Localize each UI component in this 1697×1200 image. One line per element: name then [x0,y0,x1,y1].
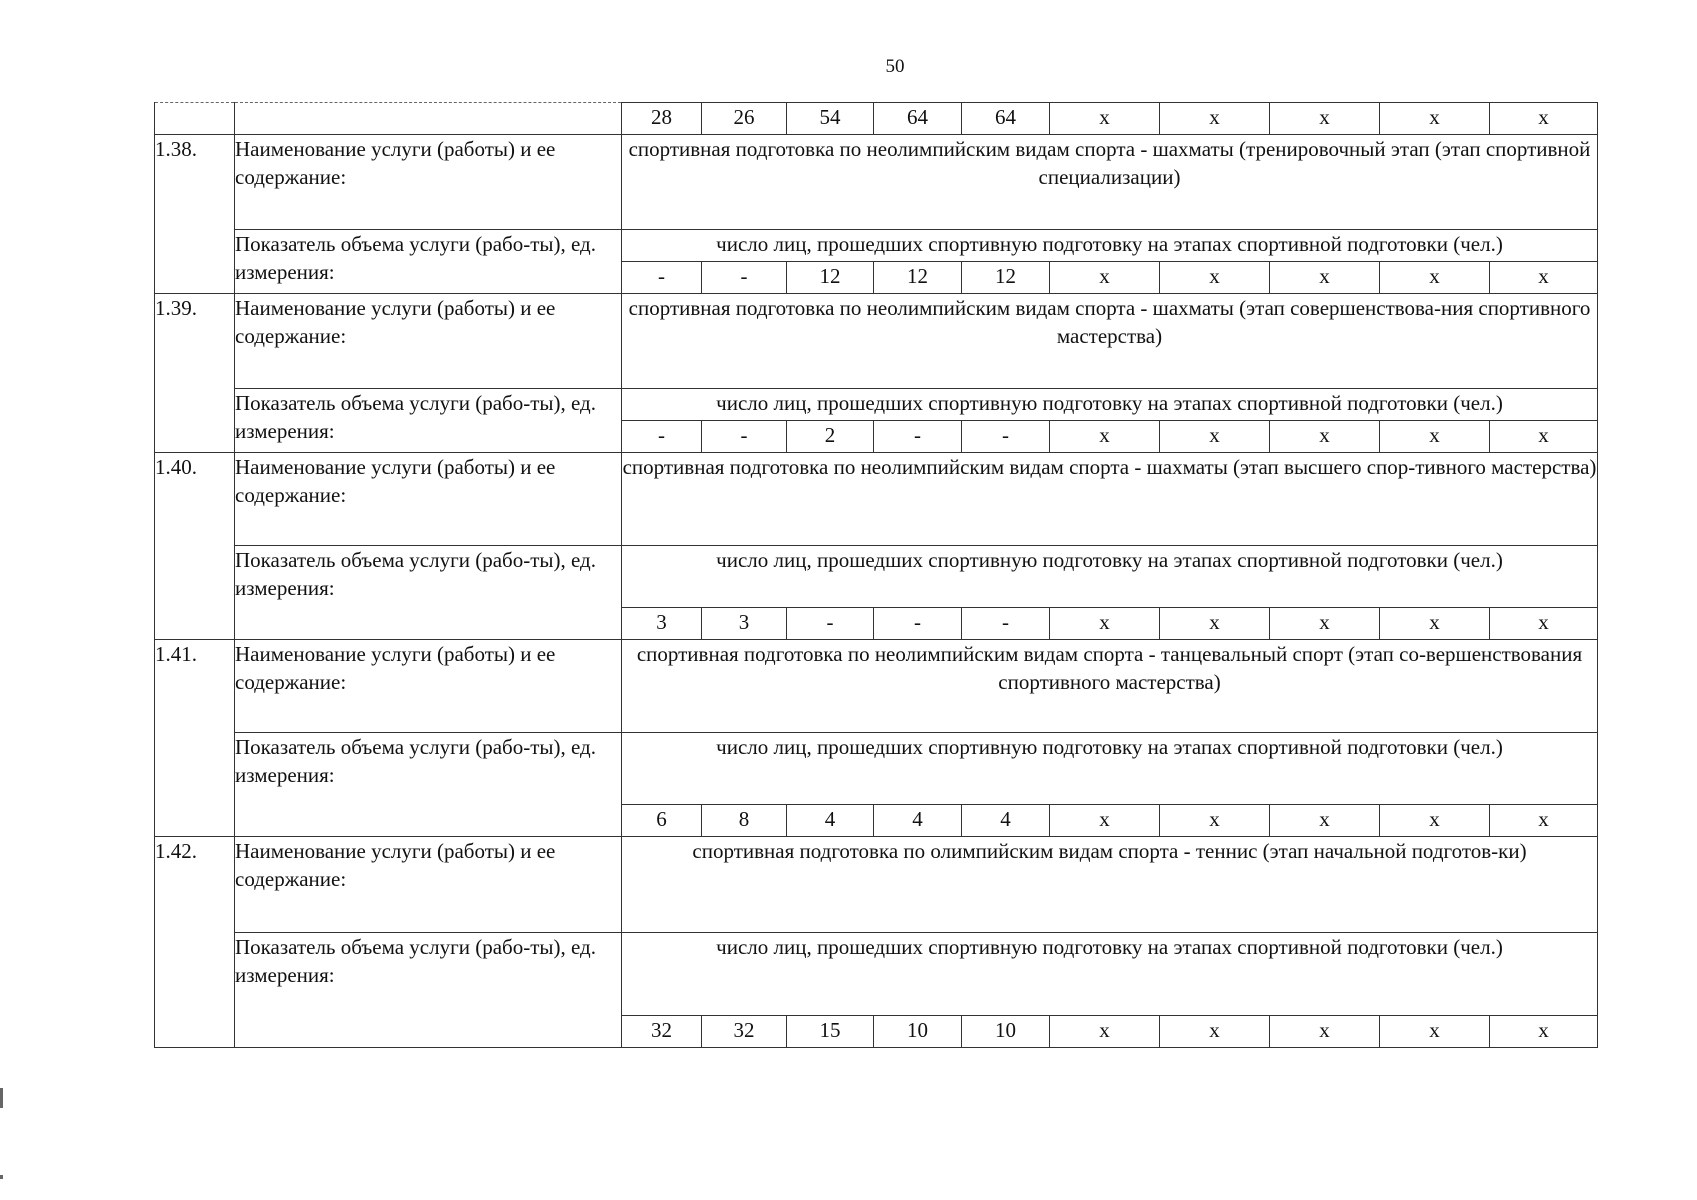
value-cell: x [1160,262,1270,294]
service-name-value: спортивная подготовка по неолимпийским видам спорта - шахматы (этап высшего спор-тивного мастерства) [622,453,1598,546]
value-cell: x [1050,103,1160,135]
value-cell: x [1050,805,1160,837]
value-cell: x [1160,421,1270,453]
service-name-value: спортивная подготовка по неолимпийским видам спорта - шахматы (этап совершенствова-ния спортивного мастерства) [622,294,1598,389]
indicator-label: Показатель объема услуги (рабо-ты), ед. измерения: [235,389,622,453]
table-body [155,103,1598,1048]
entry-name-row [155,135,1598,230]
value-cell: x [1050,1016,1160,1048]
value-cell: x [1490,608,1598,640]
value-cell: 64 [962,103,1050,135]
service-name-value: спортивная подготовка по неолимпийским видам спорта - танцевальный спорт (этап со-вершенствования спортивного мастерства) [622,640,1598,733]
page-number: 50 [885,56,905,77]
entry-name-row [155,837,1598,933]
value-cell: x [1490,421,1598,453]
value-cell: x [1270,421,1380,453]
value-cell: 28 [622,103,702,135]
indicator-value: число лиц, прошедших спортивную подготовку на этапах спортивной подготовки (чел.) [622,230,1598,262]
value-cell: - [622,421,702,453]
value-cell: - [962,608,1050,640]
value-cell: 4 [787,805,874,837]
value-cell: x [1160,103,1270,135]
value-cell: x [1270,1016,1380,1048]
services-table [154,102,1598,1048]
value-cell: - [962,421,1050,453]
service-name-label: Наименование услуги (работы) и ее содержание: [235,294,622,389]
indicator-value: число лиц, прошедших спортивную подготовку на этапах спортивной подготовки (чел.) [622,389,1598,421]
value-cell: x [1270,262,1380,294]
value-cell: x [1050,262,1160,294]
value-cell: x [1050,421,1160,453]
value-cell: 8 [702,805,787,837]
value-cell: x [1270,608,1380,640]
value-cell: 32 [702,1016,787,1048]
entry-name-row [155,453,1598,546]
value-cell: x [1380,262,1490,294]
value-cell: - [874,421,962,453]
value-cell: x [1160,1016,1270,1048]
value-cell: x [1160,608,1270,640]
service-name-label: Наименование услуги (работы) и ее содержание: [235,453,622,546]
value-cell: 10 [962,1016,1050,1048]
value-cell: 12 [874,262,962,294]
entry-indicator-row [155,546,1598,608]
value-cell: x [1160,805,1270,837]
value-cell: 15 [787,1016,874,1048]
entry-indicator-row [155,933,1598,1016]
value-cell: - [874,608,962,640]
indicator-label: Показатель объема услуги (рабо-ты), ед. измерения: [235,230,622,294]
value-cell: 3 [702,608,787,640]
value-cell: 3 [622,608,702,640]
value-cell: - [622,262,702,294]
header-values-row [155,103,1598,135]
value-cell: - [702,262,787,294]
value-cell: 32 [622,1016,702,1048]
service-name-value: спортивная подготовка по неолимпийским видам спорта - шахматы (тренировочный этап (этап спортивной специализации) [622,135,1598,230]
value-cell: - [702,421,787,453]
value-cell: x [1380,421,1490,453]
value-cell: x [1490,805,1598,837]
indicator-label: Показатель объема услуги (рабо-ты), ед. измерения: [235,733,622,837]
entry-indicator-row [155,733,1598,805]
binding-margin-mark [0,1175,3,1179]
indicator-label: Показатель объема услуги (рабо-ты), ед. измерения: [235,546,622,640]
value-cell: - [787,608,874,640]
entry-number: 1.40. [155,453,235,640]
service-name-label: Наименование услуги (работы) и ее содержание: [235,640,622,733]
entry-number: 1.41. [155,640,235,837]
header-label-cell [235,103,622,135]
value-cell: x [1490,262,1598,294]
value-cell: 4 [962,805,1050,837]
value-cell: 10 [874,1016,962,1048]
value-cell: 54 [787,103,874,135]
indicator-value: число лиц, прошедших спортивную подготовку на этапах спортивной подготовки (чел.) [622,546,1598,608]
indicator-value: число лиц, прошедших спортивную подготовку на этапах спортивной подготовки (чел.) [622,733,1598,805]
value-cell: x [1380,1016,1490,1048]
entry-name-row [155,640,1598,733]
value-cell: 4 [874,805,962,837]
entry-number: 1.42. [155,837,235,1048]
service-name-label: Наименование услуги (работы) и ее содержание: [235,837,622,933]
indicator-value: число лиц, прошедших спортивную подготовку на этапах спортивной подготовки (чел.) [622,933,1598,1016]
value-cell: x [1490,1016,1598,1048]
entry-number: 1.38. [155,135,235,294]
value-cell: 26 [702,103,787,135]
service-name-value: спортивная подготовка по олимпийским видам спорта - теннис (этап начальной подготов-ки) [622,837,1598,933]
value-cell: x [1380,103,1490,135]
value-cell: x [1050,608,1160,640]
value-cell: x [1270,805,1380,837]
value-cell: x [1380,608,1490,640]
indicator-label: Показатель объема услуги (рабо-ты), ед. измерения: [235,933,622,1048]
value-cell: x [1380,805,1490,837]
entry-number: 1.39. [155,294,235,453]
entry-indicator-row [155,230,1598,262]
value-cell: 12 [787,262,874,294]
value-cell: 6 [622,805,702,837]
binding-margin-mark [0,1088,3,1108]
value-cell: 2 [787,421,874,453]
value-cell: 12 [962,262,1050,294]
value-cell: x [1490,103,1598,135]
value-cell: 64 [874,103,962,135]
entry-indicator-row [155,389,1598,421]
entry-name-row [155,294,1598,389]
header-number-cell [155,103,235,135]
value-cell: x [1270,103,1380,135]
service-name-label: Наименование услуги (работы) и ее содержание: [235,135,622,230]
